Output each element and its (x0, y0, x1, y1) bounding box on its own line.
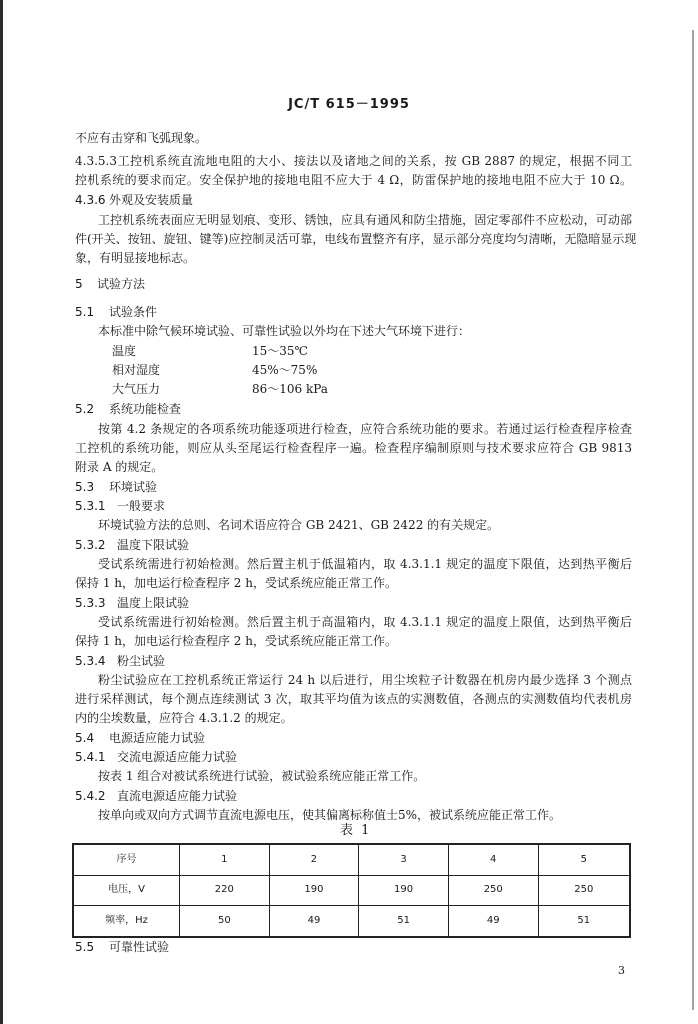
paragraph-line: 按第 4.2 条规定的各项系统功能逐项进行检查，应符合系统功能的要求。若通过运行检查程序检查 (98, 422, 632, 436)
paragraph-line: 控机系统的要求而定。安全保护地的接地电阻不应大于 4 Ω，防雷保护地的接地电阻不应大于 10 Ω。 (75, 173, 632, 187)
scan-edge (0, 0, 3, 1024)
paragraph-line: 象，有明显接地标志。 (75, 251, 196, 265)
table-row (73, 875, 630, 905)
table-caption: 表 1 (340, 823, 372, 838)
table-cell: 190 (359, 875, 449, 905)
clause-5-4-2: 5.4.2 直流电源适应能力试验 (75, 789, 238, 803)
table-cell: 220 (180, 875, 270, 905)
env-value: 15～35℃ (252, 344, 308, 358)
env-value: 86～106 kPa (252, 382, 328, 396)
table-row (73, 844, 630, 875)
table-cell: 190 (269, 875, 359, 905)
table-cell: 49 (269, 906, 359, 937)
paragraph-line: 受试系统需进行初始检测。然后置主机于低温箱内，取 4.3.1.1 规定的温度下限值，达到热平衡后 (98, 557, 632, 571)
paragraph-line: 环境试验方法的总则、名词术语应符合 GB 2421、GB 2422 的有关规定。 (98, 518, 500, 532)
env-label: 相对湿度 (112, 363, 161, 377)
clause-5-3-1: 5.3.1 一般要求 (75, 499, 166, 513)
table-cell: 4 (448, 844, 538, 875)
clause-5-1: 5.1 试验条件 (75, 305, 158, 319)
table-cell: 频率，Hz (73, 906, 180, 937)
paragraph-line: 工控机的系统功能，则应从头至尾运行检查程序一遍。检查程序编制原则与技术要求应符合 GB 9813 (75, 441, 632, 455)
clause-5-3-4: 5.3.4 粉尘试验 (75, 654, 166, 668)
table-cell: 51 (359, 906, 449, 937)
clause-5-3-2: 5.3.2 温度下限试验 (75, 538, 190, 552)
paragraph-line: 件(开关、按钮、旋钮、键等)应控制灵活可靠，电线布置整齐有序，显示部分亮度均匀清晰，无隐暗显示现 (75, 232, 637, 246)
clause-5-3-3: 5.3.3 温度上限试验 (75, 596, 190, 610)
paragraph-line: 按表 1 组合对被试系统进行试验，被试验系统应能正常工作。 (98, 769, 426, 783)
clause-4-3-5-3: 4.3.5.3工控机系统直流地电阻的大小、接法以及诸地之间的关系，按 GB 2887 的规定，根据不同工 (75, 154, 632, 168)
table-cell: 50 (180, 906, 270, 937)
paragraph-line: 附录 A 的规定。 (75, 460, 164, 474)
table-cell: 电压，V (73, 875, 180, 905)
table-cell: 3 (359, 844, 449, 875)
paragraph-line: 受试系统需进行初始检测。然后置主机于高温箱内，取 4.3.1.1 规定的温度上限值，达到热平衡后 (98, 615, 632, 629)
clause-5-3: 5.3 环境试验 (75, 480, 158, 494)
env-label: 温度 (112, 344, 137, 358)
paragraph-line: 粉尘试验应在工控机系统正常运行 24 h 以后进行，用尘埃粒子计数器在机房内最少选择 3 个测点 (98, 673, 632, 687)
scan-edge-right (692, 30, 694, 1010)
table-cell: 1 (180, 844, 270, 875)
paragraph-line: 工控机系统表面应无明显划痕、变形、锈蚀，应具有通风和防尘措施，固定零部件不应松动，可动部 (98, 213, 632, 227)
env-value: 45%～75% (252, 363, 318, 377)
clause-5-4: 5.4 电源适应能力试验 (75, 731, 206, 745)
table-cell: 250 (448, 875, 538, 905)
paragraph-line: 进行采样测试，每个测点连续测试 3 次，取其平均值为该点的实测数值，各测点的实测数值均代表机房 (75, 692, 632, 706)
table-cell: 51 (538, 906, 630, 937)
paragraph-line: 保持 1 h，加电运行检查程序 2 h，受试系统应能正常工作。 (75, 634, 397, 648)
section-5-heading: 5 试验方法 (75, 277, 146, 291)
paragraph-line: 保持 1 h，加电运行检查程序 2 h，受试系统应能正常工作。 (75, 576, 397, 590)
table-cell: 49 (448, 906, 538, 937)
clause-4-3-6: 4.3.6 外观及安装质量 (75, 193, 194, 207)
table-cell: 250 (538, 875, 630, 905)
table-row (73, 906, 630, 937)
table-1 (72, 843, 631, 938)
clause-5-2: 5.2 系统功能检查 (75, 402, 182, 416)
page-header: JC/T 615－1995 (288, 97, 410, 112)
table-cell: 5 (538, 844, 630, 875)
paragraph-line: 本标准中除气候环境试验、可靠性试验以外均在下述大气环境下进行： (98, 324, 471, 338)
clause-5-5: 5.5 可靠性试验 (75, 940, 170, 954)
paragraph-line: 按单向或双向方式调节直流电源电压，使其偏离标称值士5%，被试系统应能正常工作。 (98, 808, 562, 822)
env-label: 大气压力 (112, 382, 161, 396)
paragraph-line: 不应有击穿和飞弧现象。 (75, 131, 208, 145)
page-number: 3 (618, 964, 625, 977)
table-cell: 2 (269, 844, 359, 875)
table-cell: 序号 (73, 844, 180, 875)
paragraph-line: 内的尘埃数量，应符合 4.3.1.2 的规定。 (75, 711, 293, 725)
clause-5-4-1: 5.4.1 交流电源适应能力试验 (75, 750, 238, 764)
